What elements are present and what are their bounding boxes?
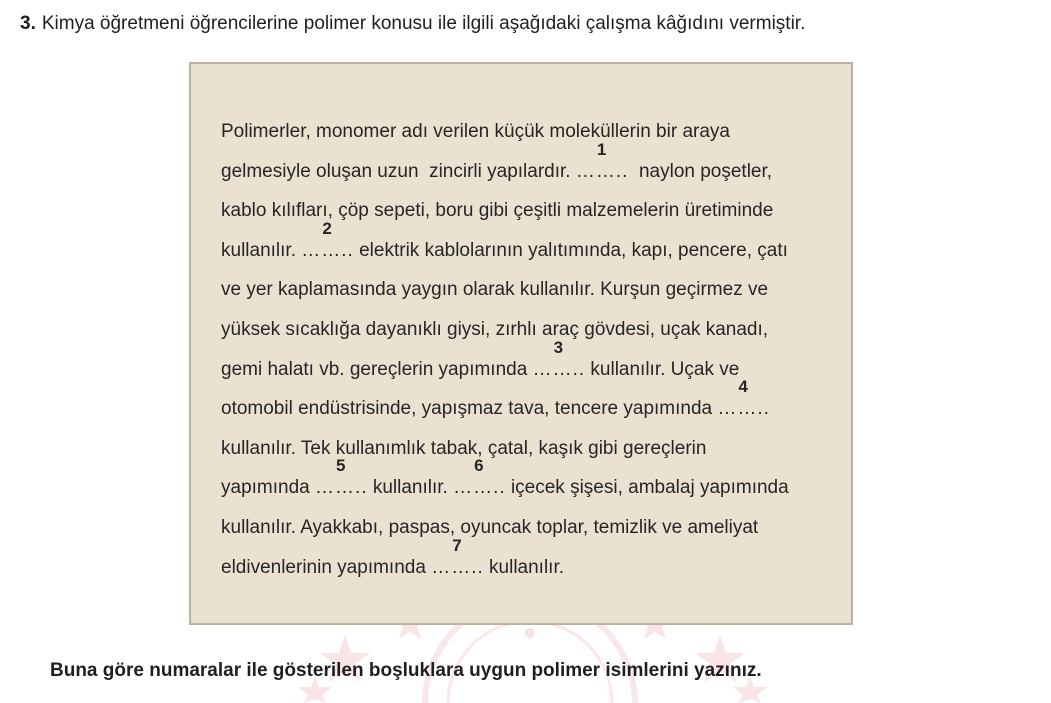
blank-dots: ……..	[717, 398, 770, 420]
blank-7	[431, 535, 484, 588]
worksheet-line-text: ve yer kaplamasında yaygın olarak kullanılır. Kurşun geçirmez ve	[221, 279, 769, 301]
blank-number: 2	[322, 218, 333, 238]
worksheet-line-text: içecek şişesi, ambalaj yapımında	[505, 477, 789, 499]
instruction-text: Buna göre numaralar ile gösterilen boşluklara uygun polimer isimlerini yazınız.	[50, 660, 762, 681]
question-text: Kimya öğretmeni öğrencilerine polimer konusu ile ilgili aşağıdaki çalışma kâğıdını vermiştir.	[41, 13, 806, 34]
worksheet-line	[221, 337, 851, 390]
blank-number: 5	[336, 456, 347, 476]
worksheet-box	[189, 62, 853, 625]
worksheet-line-text: kullanılır. Ayakkabı, paspas, oyuncak toplar, temizlik ve ameliyat	[221, 516, 759, 538]
blank-6	[453, 456, 506, 508]
worksheet-line-text: kullanılır.	[221, 239, 302, 261]
worksheet-line-text: gemi halatı vb. gereçlerin yapımında	[221, 358, 533, 380]
worksheet-line-text: eldivenlerinin yapımında	[221, 556, 432, 578]
blank-1	[575, 139, 629, 192]
worksheet-line-text: yapımında	[221, 477, 315, 499]
worksheet-line-text: kullanılır.	[483, 556, 565, 578]
worksheet-line	[221, 508, 851, 548]
blank-dots: ……..	[315, 477, 368, 499]
worksheet-line-text: kullanılır. Uçak ve	[585, 358, 740, 380]
blank-2	[301, 218, 354, 271]
blank-3	[532, 337, 586, 390]
blank-dots: ……..	[532, 358, 586, 380]
worksheet-line	[221, 377, 851, 429]
worksheet-line-text: naylon poşetler,	[628, 160, 773, 182]
worksheet-line-text: Polimerler, monomer adı verilen küçük moleküllerin bir araya	[221, 121, 730, 142]
blank-dots: ……..	[431, 556, 484, 578]
worksheet-line-text: gelmesiyle oluşan uzun zincirli yapılardır.	[221, 160, 576, 182]
blank-dots: ……..	[301, 239, 354, 261]
worksheet-line	[221, 218, 851, 271]
blank-dots: ……..	[453, 477, 506, 499]
worksheet-line-text: kablo kılıfları, çöp sepeti, boru gibi çeşitli malzemelerin üretiminde	[221, 200, 774, 222]
worksheet-line	[221, 456, 851, 508]
worksheet-line	[221, 139, 851, 192]
worksheet-line	[221, 112, 851, 152]
worksheet-line	[221, 429, 851, 469]
worksheet-line-text: kullanılır.	[367, 477, 454, 499]
blank-4	[717, 377, 770, 429]
blank-number: 6	[474, 456, 485, 476]
blank-number: 7	[452, 535, 463, 555]
worksheet-line-text: otomobil endüstrisinde, yapışmaz tava, tencere yapımında	[221, 398, 718, 420]
worksheet-line-text: yüksek sıcaklığa dayanıklı giysi, zırhlı araç gövdesi, uçak kanadı,	[221, 318, 769, 340]
worksheet-line	[221, 310, 851, 350]
blank-5	[315, 456, 368, 508]
blank-number: 1	[596, 139, 608, 159]
worksheet-line-text: kullanılır. Tek kullanımlık tabak, çatal, kaşık gibi gereçlerin	[221, 437, 707, 459]
question-number: 3.	[20, 13, 36, 34]
worksheet-line	[221, 535, 851, 588]
blank-number: 4	[738, 377, 749, 397]
blank-number: 3	[553, 337, 565, 357]
worksheet-line	[221, 270, 851, 310]
question-header	[20, 12, 805, 36]
worksheet-line	[221, 191, 851, 231]
blank-dots: ……..	[575, 160, 629, 182]
worksheet-text	[221, 112, 851, 587]
worksheet-line-text: elektrik kablolarının yalıtımında, kapı, pencere, çatı	[353, 239, 788, 261]
